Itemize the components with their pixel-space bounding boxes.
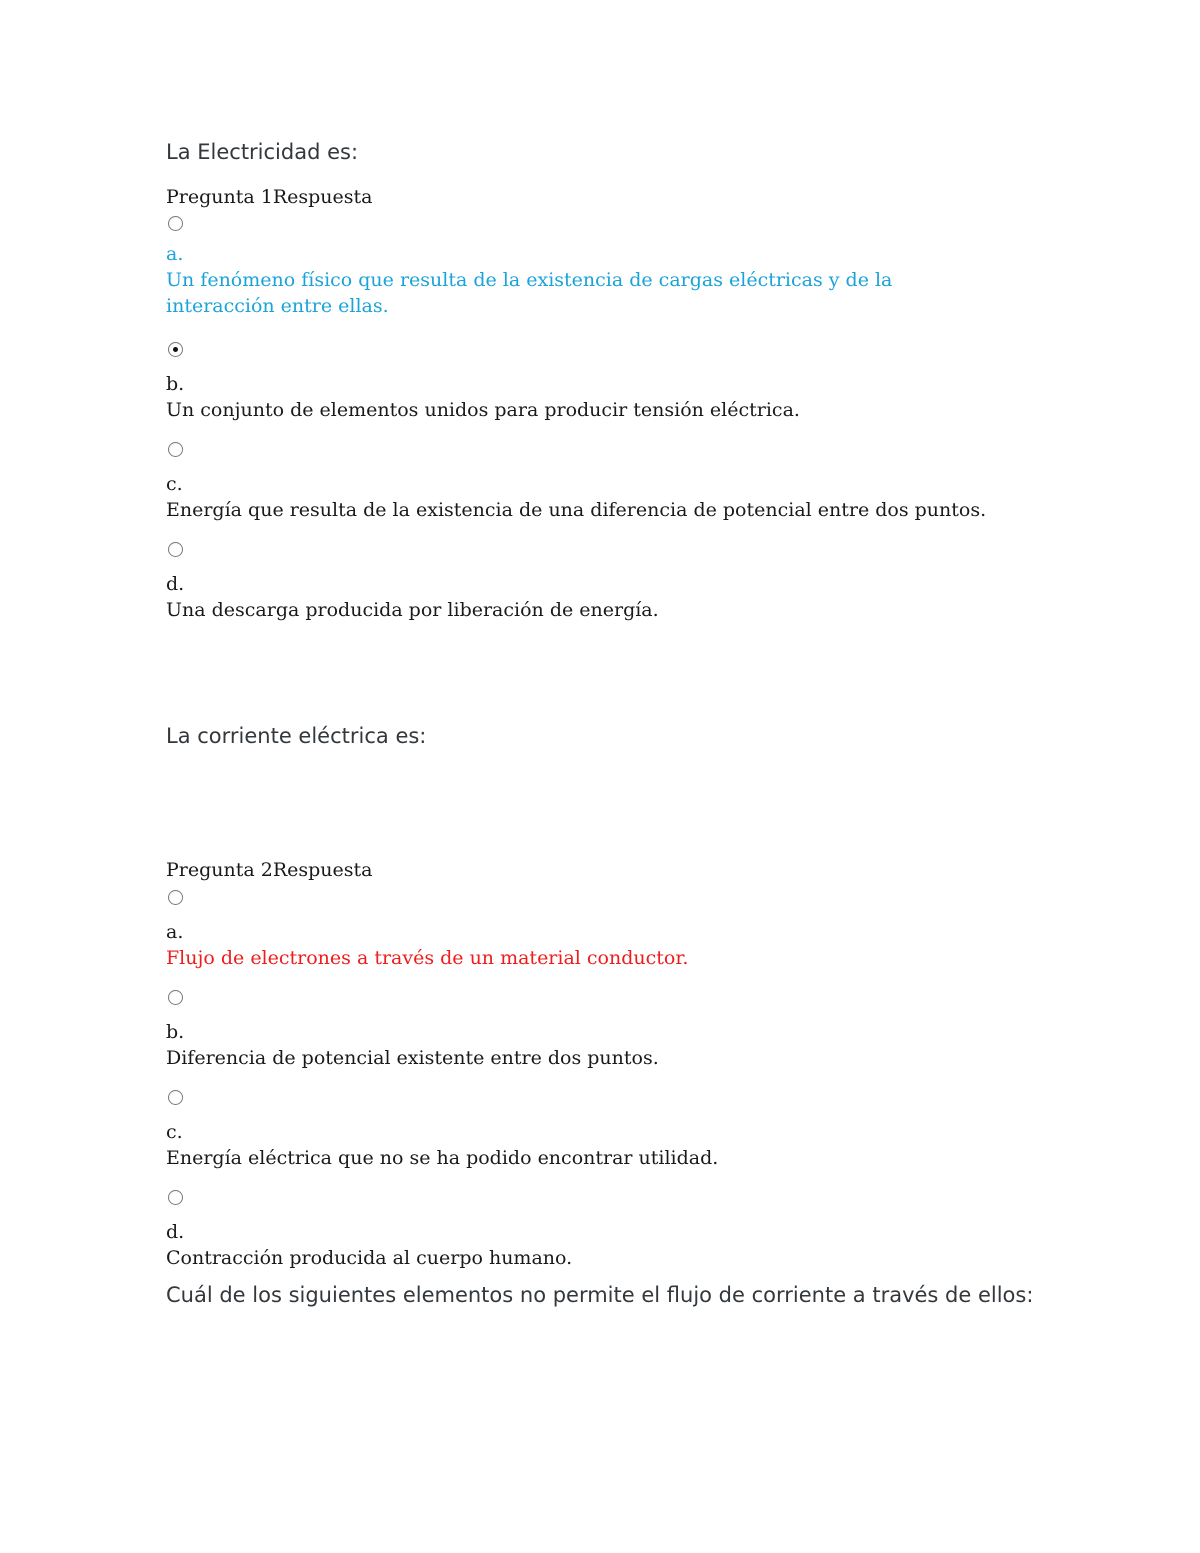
radio-button[interactable] (168, 216, 183, 231)
radio-button[interactable] (168, 1090, 183, 1105)
q1-option-b[interactable] (166, 342, 1046, 423)
q2-option-b[interactable] (166, 990, 1046, 1071)
option-text: Un fenómeno físico que resulta de la existencia de cargas eléctricas y de la interacción entre ellas. (166, 269, 893, 317)
option-letter: d. (166, 573, 185, 595)
q1-option-d[interactable] (166, 542, 1046, 623)
q2-option-c[interactable] (166, 1090, 1046, 1171)
q1-option-a[interactable] (166, 216, 1046, 319)
option-text: Diferencia de potencial existente entre dos puntos. (166, 1047, 659, 1069)
option-text: Contracción producida al cuerpo humano. (166, 1247, 573, 1269)
q1-option-c[interactable] (166, 442, 1046, 523)
question-3-title: Cuál de los siguientes elementos no permite el flujo de corriente a través de ellos: (166, 1283, 1034, 1307)
option-letter: c. (166, 1121, 183, 1143)
option-letter: a. (166, 921, 184, 943)
radio-button-checked[interactable] (168, 342, 183, 357)
question-2-title: La corriente eléctrica es: (166, 724, 427, 748)
radio-button[interactable] (168, 990, 183, 1005)
option-letter: c. (166, 473, 183, 495)
radio-button[interactable] (168, 890, 183, 905)
option-text: Un conjunto de elementos unidos para producir tensión eléctrica. (166, 399, 800, 421)
option-text: Energía eléctrica que no se ha podido encontrar utilidad. (166, 1147, 719, 1169)
radio-button[interactable] (168, 542, 183, 557)
radio-button[interactable] (168, 1190, 183, 1205)
option-text: Una descarga producida por liberación de energía. (166, 599, 659, 621)
radio-button[interactable] (168, 442, 183, 457)
option-letter: b. (166, 373, 185, 395)
option-letter: b. (166, 1021, 185, 1043)
question-1-label: Pregunta 1Respuesta (166, 186, 373, 208)
option-letter: d. (166, 1221, 185, 1243)
option-letter: a. (166, 243, 184, 265)
option-text: Flujo de electrones a través de un material conductor. (166, 947, 689, 969)
question-1-title: La Electricidad es: (166, 140, 359, 164)
q2-option-a[interactable] (166, 890, 1046, 971)
question-2-label: Pregunta 2Respuesta (166, 859, 373, 881)
q2-option-d[interactable] (166, 1190, 1046, 1271)
option-text: Energía que resulta de la existencia de una diferencia de potencial entre dos puntos. (166, 499, 987, 521)
